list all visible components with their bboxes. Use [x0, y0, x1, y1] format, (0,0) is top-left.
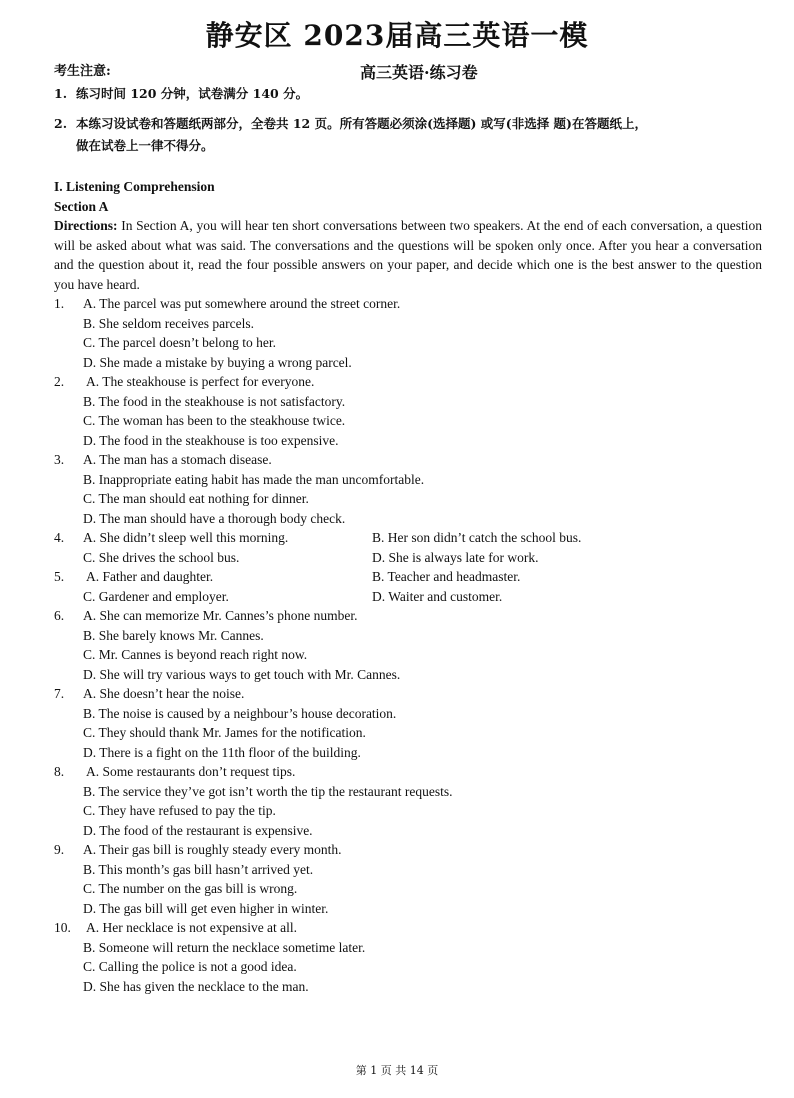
directions-paragraph [54, 216, 762, 294]
part-title: I. Listening Comprehension [54, 179, 215, 194]
answer-option: D. She made a mistake by buying a wrong parcel. [83, 354, 352, 370]
question-3-row [54, 450, 762, 470]
answer-option: A. The man has a stomach disease. [83, 452, 272, 467]
question-9-row [54, 899, 762, 919]
answer-option: A. Father and daughter. [86, 569, 214, 584]
question-number: 3. [54, 452, 65, 467]
question-number: 1. [54, 296, 65, 311]
answer-option: B. She barely knows Mr. Cannes. [83, 627, 264, 643]
answer-option: D. There is a fight on the 11th floor of the building. [83, 744, 361, 760]
notice-label: 考生注意: [54, 64, 111, 79]
question-number: 9. [54, 842, 65, 857]
answer-option: B. She seldom receives parcels. [83, 315, 254, 331]
answer-option: C. They have refused to pay the tip. [83, 803, 276, 818]
answer-option: C. Gardener and employer. [83, 588, 229, 604]
answer-option: A. Their gas bill is roughly steady every month. [83, 842, 342, 857]
answer-option: B. Inappropriate eating habit has made the man uncomfortable. [83, 471, 425, 487]
question-number: 7. [54, 686, 65, 701]
question-number: 6. [54, 608, 65, 623]
answer-option: C. The woman has been to the steakhouse twice. [83, 413, 346, 428]
question-2-row [54, 411, 762, 431]
answer-option: C. She drives the school bus. [83, 549, 240, 565]
question-8-row [54, 821, 762, 841]
answer-option: A. The steakhouse is perfect for everyone. [86, 374, 315, 389]
question-4-row [54, 528, 762, 548]
question-1-row [54, 353, 762, 373]
question-4-row [54, 548, 762, 568]
question-2-row [54, 431, 762, 451]
notice-text: 练习时间 120 分钟，试卷满分 140 分。 [76, 86, 309, 101]
question-1-row [54, 333, 762, 353]
page-title: 静安区 2023届高三英语一模 [205, 19, 589, 52]
question-number: 10. [54, 920, 71, 935]
question-10-row [54, 977, 762, 997]
question-8-row [54, 762, 762, 782]
question-2-row [54, 372, 762, 392]
answer-option: C. Mr. Cannes is beyond reach right now. [83, 647, 308, 662]
notice-text-continued: 做在试卷上一律不得分。 [76, 138, 214, 153]
answer-option: C. The man should eat nothing for dinner. [83, 491, 309, 506]
page-subtitle: 高三英语·练习卷 [360, 63, 478, 82]
answer-option: A. She can memorize Mr. Cannes’s phone number. [83, 608, 358, 623]
answer-option: A. The parcel was put somewhere around the street corner. [83, 296, 401, 311]
question-5-row [54, 587, 762, 607]
question-10-row [54, 957, 762, 977]
question-9-row [54, 840, 762, 860]
question-1-row [54, 314, 762, 334]
notice-item-1 [54, 83, 764, 105]
question-9-row [54, 860, 762, 880]
question-10-row [54, 918, 762, 938]
answer-option: D. The man should have a thorough body check. [83, 510, 346, 526]
answer-option: A. Her necklace is not expensive at all. [86, 920, 298, 935]
answer-option: D. The food of the restaurant is expensive. [83, 822, 313, 838]
answer-option: B. This month’s gas bill hasn’t arrived yet. [83, 861, 314, 877]
question-2-row [54, 392, 762, 412]
answer-option: B. The service they’ve got isn’t worth the tip the restaurant requests. [83, 783, 453, 799]
answer-option: D. The food in the steakhouse is too expensive. [83, 432, 339, 448]
answer-option: B. The noise is caused by a neighbour’s house decoration. [83, 705, 397, 721]
answer-option: C. They should thank Mr. James for the notification. [83, 725, 366, 740]
question-9-row [54, 879, 762, 899]
directions-label: Directions: [54, 218, 118, 233]
section-title: Section A [54, 198, 109, 214]
question-6-row [54, 665, 762, 685]
question-3-row [54, 470, 762, 490]
answer-option: B. Teacher and headmaster. [372, 569, 521, 584]
answer-option: D. Waiter and customer. [372, 588, 503, 604]
question-8-row [54, 801, 762, 821]
question-7-row [54, 743, 762, 763]
answer-option: B. Her son didn’t catch the school bus. [372, 530, 582, 545]
answer-option: D. She has given the necklace to the man. [83, 978, 309, 994]
answer-option: B. Someone will return the necklace sometime later. [83, 939, 366, 955]
notice-number: 2. [54, 116, 68, 131]
question-7-row [54, 704, 762, 724]
question-number: 2. [54, 374, 65, 389]
question-3-row [54, 509, 762, 529]
question-6-row [54, 606, 762, 626]
question-6-row [54, 626, 762, 646]
question-7-row [54, 684, 762, 704]
answer-option: D. The gas bill will get even higher in winter. [83, 900, 329, 916]
question-6-row [54, 645, 762, 665]
question-10-row [54, 938, 762, 958]
notice-number: 1. [54, 86, 68, 101]
question-3-row [54, 489, 762, 509]
answer-option: A. She doesn’t hear the noise. [83, 686, 245, 701]
question-number: 8. [54, 764, 65, 779]
answer-option: C. Calling the police is not a good idea. [83, 959, 297, 974]
question-7-row [54, 723, 762, 743]
question-5-row [54, 567, 762, 587]
notice-text: 本练习设试卷和答题纸两部分，全卷共 12 页。所有答题必须涂(选择题) 或写(非选择 题)在答题纸上， [76, 116, 647, 131]
answer-option: A. Some restaurants don’t request tips. [86, 764, 296, 779]
question-number: 4. [54, 530, 65, 545]
answer-option: B. The food in the steakhouse is not satisfactory. [83, 393, 346, 409]
answer-option: C. The parcel doesn’t belong to her. [83, 335, 276, 350]
answer-option: D. She is always late for work. [372, 549, 539, 565]
question-list [54, 294, 762, 996]
listening-section [54, 177, 762, 996]
answer-option: A. She didn’t sleep well this morning. [83, 530, 289, 545]
answer-option: C. The number on the gas bill is wrong. [83, 881, 298, 896]
question-1-row [54, 294, 762, 314]
answer-option: D. She will try various ways to get touch with Mr. Cannes. [83, 666, 401, 682]
question-number: 5. [54, 569, 65, 584]
directions-text: In Section A, you will hear ten short conversations between two speakers. At the end of each conversation, a question will be asked about what was said. The conversations and the questions will be spoken only once. After you hear a conversation and the question about it, read the four possible answers on your paper, and decide which one is the best answer to the question you have heard. [54, 218, 762, 292]
question-8-row [54, 782, 762, 802]
page-footer: 第 1 页 共 14 页 [355, 1064, 439, 1077]
notice-item-2 [54, 113, 764, 157]
